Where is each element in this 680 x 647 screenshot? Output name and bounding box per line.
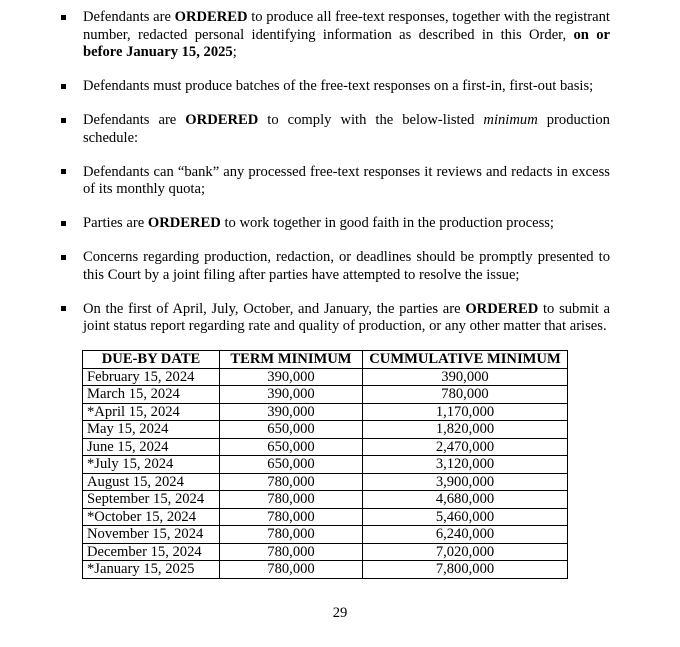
cell-cumulative-minimum: 4,680,000: [363, 491, 568, 509]
cell-term-minimum: 780,000: [220, 561, 363, 579]
table-row: [83, 543, 568, 561]
bullet-item: [58, 9, 610, 62]
bullet-text: to produce all free-text responses, together with the registrant number, redacted personal identifying information as described in this Order,: [83, 9, 610, 43]
cell-cumulative-minimum: 3,120,000: [363, 456, 568, 474]
cell-cumulative-minimum: 5,460,000: [363, 508, 568, 526]
square-bullet-icon: [61, 15, 66, 20]
bold-text: ORDERED: [185, 112, 259, 128]
italic-text: minimum: [483, 112, 538, 128]
cell-cumulative-minimum: 780,000: [363, 386, 568, 404]
table-row: [83, 561, 568, 579]
bold-text: ORDERED: [174, 9, 248, 25]
cell-due-by-date: December 15, 2024: [83, 543, 220, 561]
square-bullet-icon: [61, 118, 66, 123]
header-cumulative-minimum: CUMMULATIVE MINIMUM: [363, 351, 568, 369]
bullet-item: [58, 215, 610, 233]
cell-due-by-date: *January 15, 2025: [83, 561, 220, 579]
cell-due-by-date: June 15, 2024: [83, 438, 220, 456]
cell-due-by-date: May 15, 2024: [83, 421, 220, 439]
square-bullet-icon: [61, 221, 66, 226]
cell-term-minimum: 650,000: [220, 456, 363, 474]
cell-due-by-date: September 15, 2024: [83, 491, 220, 509]
header-due-by-date: DUE-BY DATE: [83, 351, 220, 369]
bullet-item: [58, 112, 610, 147]
bold-text: ORDERED: [465, 300, 539, 317]
square-bullet-icon: [61, 169, 66, 174]
cell-due-by-date: August 15, 2024: [83, 473, 220, 491]
header-term-minimum: TERM MINIMUM: [220, 351, 363, 369]
square-bullet-icon: [61, 255, 66, 260]
bullet-text: Defendants are: [83, 9, 175, 25]
table-row: [83, 526, 568, 544]
cell-due-by-date: *July 15, 2024: [83, 456, 220, 474]
cell-term-minimum: 780,000: [220, 491, 363, 509]
bullet-item: [58, 249, 610, 284]
cell-cumulative-minimum: 1,820,000: [363, 421, 568, 439]
cell-term-minimum: 650,000: [220, 438, 363, 456]
cell-term-minimum: 780,000: [220, 543, 363, 561]
table-row: [83, 403, 568, 421]
table-row: [83, 456, 568, 474]
table-body: [83, 368, 568, 578]
bullet-text: On the first of April, July, October, and January, the parties are: [83, 300, 466, 317]
cell-cumulative-minimum: 1,170,000: [363, 403, 568, 421]
cell-term-minimum: 780,000: [220, 526, 363, 544]
table-row: [83, 386, 568, 404]
table-row: [83, 368, 568, 386]
bullet-text: ;: [232, 44, 237, 60]
bullet-text: Concerns regarding production, redaction, or deadlines should be promptly presented to this Court by a joint filing after parties have attempted to resolve the issue;: [83, 249, 610, 283]
cell-cumulative-minimum: 3,900,000: [363, 473, 568, 491]
cell-due-by-date: *October 15, 2024: [83, 508, 220, 526]
bullet-text: Parties are: [83, 215, 148, 231]
table-header-row: [83, 351, 568, 369]
cell-due-by-date: *April 15, 2024: [83, 403, 220, 421]
production-schedule-table: [82, 350, 568, 579]
bullet-text: Defendants must produce batches of the free-text responses on a first-in, first-out basis;: [83, 78, 594, 94]
cell-due-by-date: February 15, 2024: [83, 368, 220, 386]
cell-due-by-date: March 15, 2024: [83, 386, 220, 404]
cell-cumulative-minimum: 6,240,000: [363, 526, 568, 544]
bullet-text: to submit a joint status report regarding rate and quality of production, or any other matter that arises.: [83, 300, 610, 334]
bullet-text: Defendants can “bank” any processed free-text responses it reviews and redacts in excess of its monthly quota;: [83, 163, 610, 197]
cell-term-minimum: 780,000: [220, 508, 363, 526]
cell-term-minimum: 390,000: [220, 386, 363, 404]
table-row: [83, 421, 568, 439]
cell-cumulative-minimum: 2,470,000: [363, 438, 568, 456]
square-bullet-icon: [61, 84, 66, 89]
cell-term-minimum: 390,000: [220, 368, 363, 386]
table-row: [83, 438, 568, 456]
bold-text: ORDERED: [147, 215, 221, 231]
bullet-item: [58, 301, 610, 336]
bullet-text: to work together in good faith in the production process;: [220, 215, 554, 231]
bullet-text: to comply with the below-listed: [258, 112, 484, 128]
cell-due-by-date: November 15, 2024: [83, 526, 220, 544]
cell-term-minimum: 780,000: [220, 473, 363, 491]
cell-cumulative-minimum: 390,000: [363, 368, 568, 386]
table-row: [83, 473, 568, 491]
square-bullet-icon: [61, 306, 66, 311]
cell-term-minimum: 390,000: [220, 403, 363, 421]
cell-cumulative-minimum: 7,800,000: [363, 561, 568, 579]
order-bullet-list: [58, 9, 610, 352]
bullet-text: production schedule:: [83, 112, 610, 146]
bullet-item: [58, 78, 610, 96]
cell-cumulative-minimum: 7,020,000: [363, 543, 568, 561]
bullet-text: Defendants are: [83, 112, 186, 128]
cell-term-minimum: 650,000: [220, 421, 363, 439]
page-number: 29: [332, 605, 348, 621]
bullet-item: [58, 164, 610, 199]
bold-text: on or before January 15, 2025: [83, 26, 610, 60]
table-row: [83, 491, 568, 509]
table-row: [83, 508, 568, 526]
